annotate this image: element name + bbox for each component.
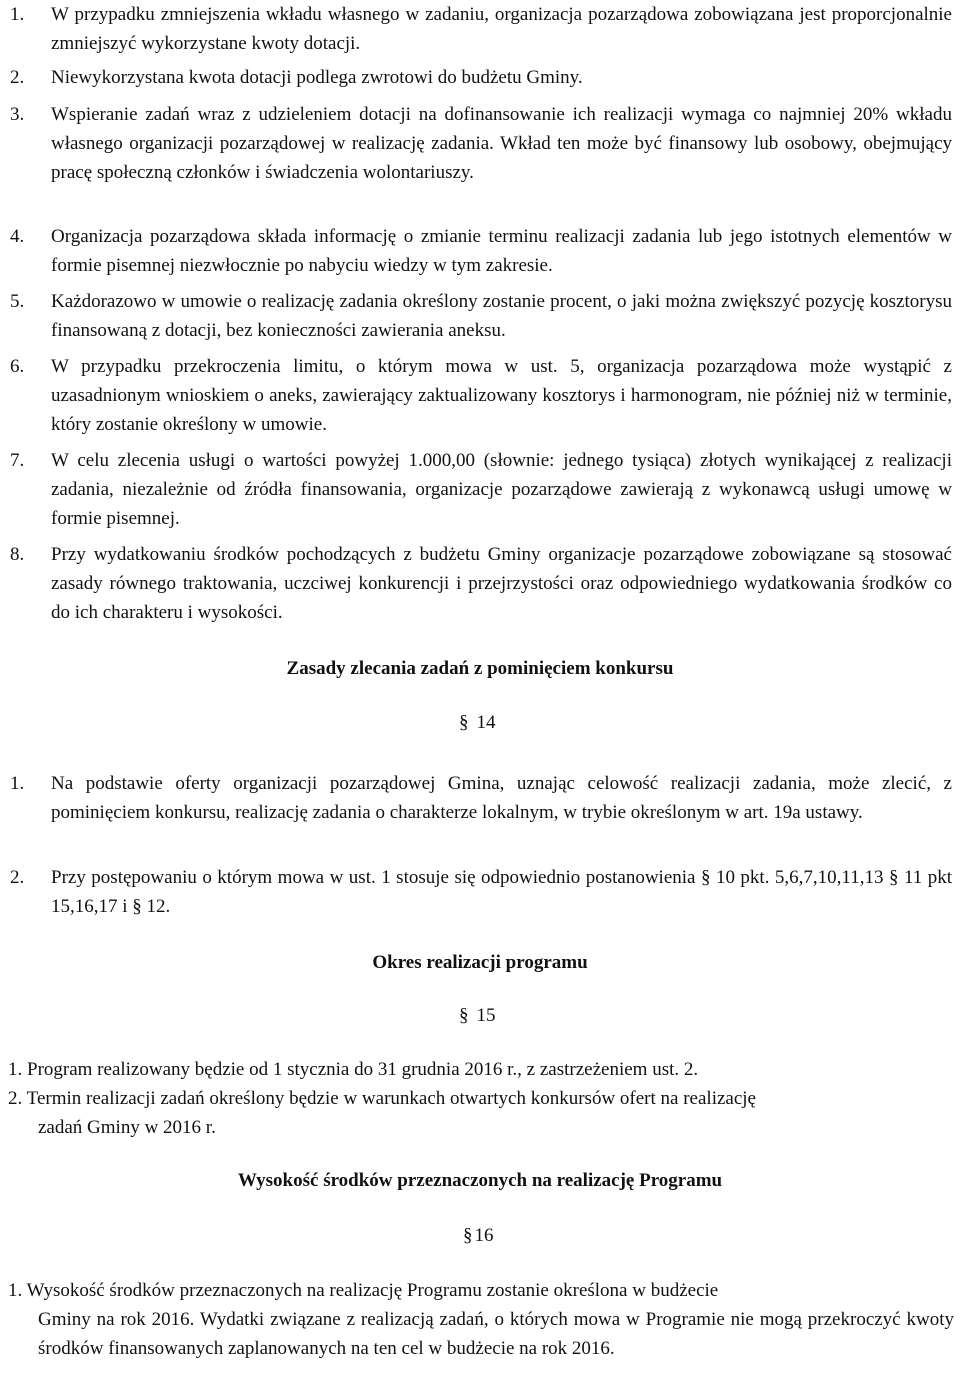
item-number: 2. xyxy=(10,867,25,888)
section-heading: Zasady zlecania zadań z pominięciem konkursu xyxy=(286,658,674,679)
section-heading: Wysokość środków przeznaczonych na realizację Programu xyxy=(237,1170,723,1191)
section-number-value: 14 xyxy=(476,712,496,733)
item-text: Niewykorzystana kwota dotacji podlega zwrotowi do budżetu Gminy. xyxy=(51,67,583,88)
item-text: W przypadku zmniejszenia wkładu własnego w zadaniu, organizacja pozarządowa zobowiązana jest proporcjonalnie zmniejszyć wykorzystane kwoty dotacji. xyxy=(51,4,952,54)
item-text: Każdorazowo w umowie o realizację zadania określony zostanie procent, o jaki można zwiększyć pozycję kosztorysu finansowaną z dotacji, bez konieczności zawierania aneksu. xyxy=(51,291,952,341)
item-number: 1. xyxy=(8,1059,23,1080)
item-number: 6. xyxy=(10,356,25,377)
item-text: Wspieranie zadań wraz z udzieleniem dotacji na dofinansowanie ich realizacji wymaga co najmniej 20% wkładu własnego organizacji pozarządowej w realizację zadania. Wkład ten może być finansowy lub osobowy, obejmujący pracę społeczną członków i świadczenia wolontariuszy. xyxy=(51,104,952,183)
item-text: W przypadku przekroczenia limitu, o którym mowa w ust. 5, organizacja pozarządowa może wystąpić z uzasadnionym wnioskiem o aneks, zawierający zaktualizowany kosztorys i harmonogram, nie później niż w terminie, który zostanie określony w umowie. xyxy=(51,356,952,435)
item-number: 4. xyxy=(10,226,25,247)
item-text: Termin realizacji zadań określony będzie w warunkach otwartych konkursów ofert na realizację xyxy=(26,1088,756,1109)
item-number: 2. xyxy=(8,1088,23,1109)
item-number: 5. xyxy=(10,291,25,312)
list-item xyxy=(8,1084,954,1142)
paragraph-sign-icon: § xyxy=(459,1005,469,1026)
section-number xyxy=(459,708,496,737)
item-number: 1. xyxy=(8,1280,23,1301)
list-item xyxy=(8,1055,954,1084)
item-number: 1. xyxy=(10,4,25,25)
item-text: Na podstawie oferty organizacji pozarządowej Gmina, uznając celowość realizacji zadania, może zlecić, z pominięciem konkursu, realizację zadania o charakterze lokalnym, w trybie określonym w art. 19a ustawy. xyxy=(51,773,952,823)
item-number: 3. xyxy=(10,104,25,125)
item-text: Organizacja pozarządowa składa informację o zmianie terminu realizacji zadania lub jego istotnych elementów w formie pisemnej niezwłocznie po nabyciu wiedzy w tym zakresie. xyxy=(51,226,952,276)
list-item xyxy=(8,1276,954,1363)
item-text: Przy postępowaniu o którym mowa w ust. 1 stosuje się odpowiednio postanowienia § 10 pkt. 5,6,7,10,11,13 § 11 pkt 15,16,17 i § 12. xyxy=(51,867,952,917)
section-number xyxy=(463,1221,494,1250)
item-number: 2. xyxy=(10,67,25,88)
item-text: Program realizowany będzie od 1 stycznia do 31 grudnia 2016 r., z zastrzeżeniem ust. 2. xyxy=(27,1059,699,1080)
item-number: 8. xyxy=(10,544,25,565)
item-text: Wysokość środków przeznaczonych na realizację Programu zostanie określona w budżecie xyxy=(26,1280,719,1301)
section-number-value: 16 xyxy=(474,1225,494,1246)
item-number: 7. xyxy=(10,450,25,471)
paragraph-sign-icon: § xyxy=(463,1225,473,1246)
item-text: W celu zlecenia usługi o wartości powyżej 1.000,00 (słownie: jednego tysiąca) złotych wynikającej z realizacji zadania, niezależnie od źródła finansowania, organizacje pozarządowe zawierają z wykonawcą usługi umowę w formie pisemnej. xyxy=(51,450,952,529)
item-text-continuation: Gminy na rok 2016. Wydatki związane z realizacją zadań, o których mowa w Programie nie mogą przekroczyć kwoty środków finansowanych zaplanowanych na ten cel w budżecie na rok 2016. xyxy=(38,1309,954,1359)
item-text: Przy wydatkowaniu środków pochodzących z budżetu Gminy organizacje pozarządowe zobowiązane są stosować zasady równego traktowania, uczciwej konkurencji i przejrzystości oraz odpowiedniego wydatkowania środków co do ich charakteru i wysokości. xyxy=(51,544,952,623)
item-number: 1. xyxy=(10,773,25,794)
section-number xyxy=(459,1001,496,1030)
section-heading: Okres realizacji programu xyxy=(372,952,588,973)
paragraph-sign-icon: § xyxy=(459,712,469,733)
item-text-continuation: zadań Gminy w 2016 r. xyxy=(38,1117,216,1138)
section-number-value: 15 xyxy=(476,1005,496,1026)
